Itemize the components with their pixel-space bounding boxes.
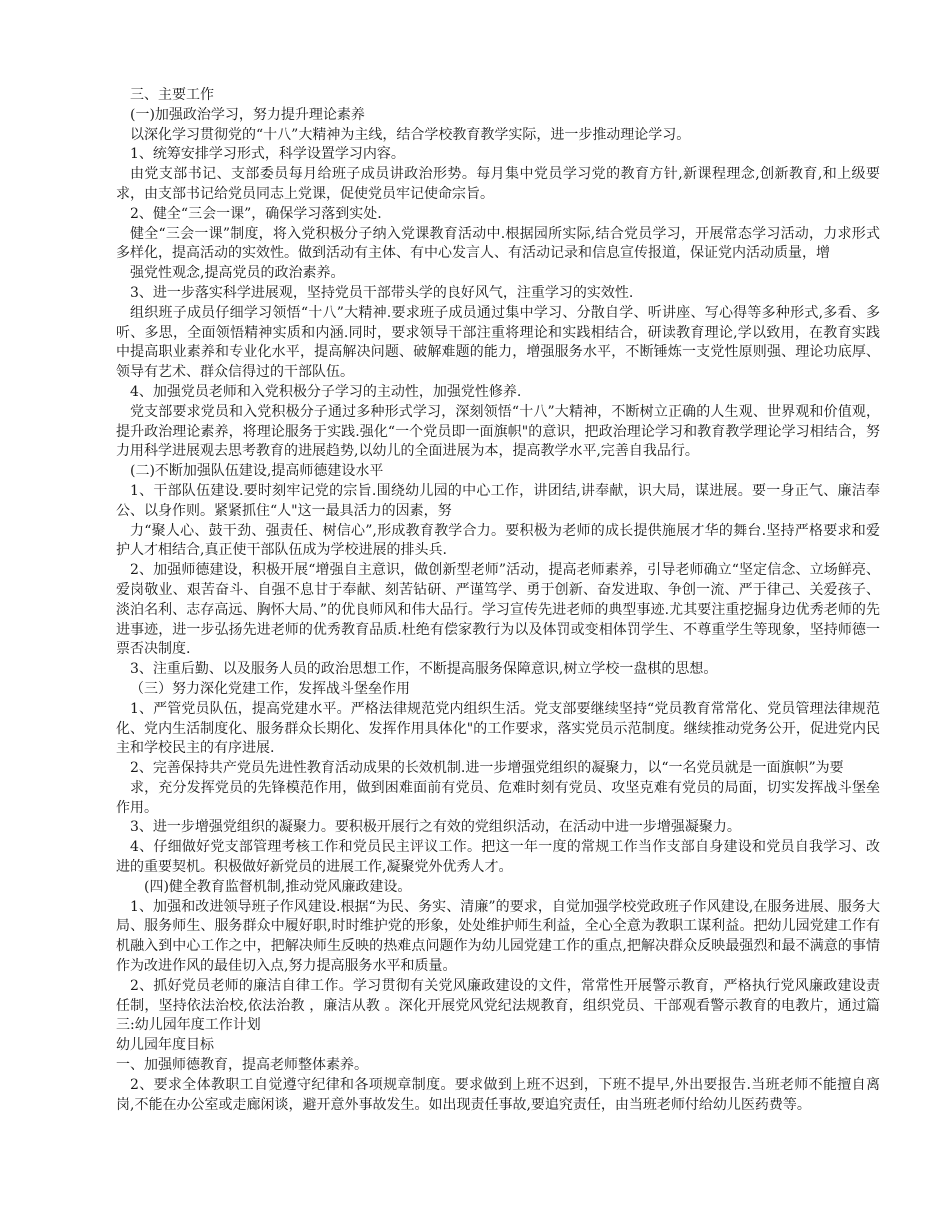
paragraph: 党支部要求党员和入党积极分子通过多种形式学习，深刻领悟“十八”大精神，不断树立正确的人生观、世界观和价值观，提升政治理论素养，将理论服务于实践.强化“一个党员即一面旗帜"的意识，把政治理论学习和教育教学理论学习相结合，努力用科学进展观去思考教育的进展趋势,以幼儿的全面进展为本，提高教学水平,完善自我品行。 bbox=[116, 403, 880, 460]
paragraph: 由党支部书记、支部委员每月给班子成员讲政治形势。每月集中党员学习党的教育方针,新课程理念,创新教育,和上级要求，由支部书记给党员同志上党课，促使党员牢记使命宗旨。 bbox=[116, 166, 880, 202]
paragraph: 一、加强师德教育，提高老师整体素养。 bbox=[116, 1057, 368, 1074]
paragraph: 强党性观念,提高党员的政治素养。 bbox=[130, 265, 345, 282]
paragraph: 以深化学习贯彻党的“十八”大精神为主线，结合学校教育教学实际，进一步推动理论学习。 bbox=[130, 126, 691, 143]
paragraph: 3、进一步落实科学进展观，坚持党员干部带头学的良好风气，注重学习的实效性. bbox=[130, 284, 634, 301]
paragraph: (四)健全教育监督机制,推动党风廉政建设。 bbox=[144, 878, 412, 895]
paragraph: 2、要求全体教职工自觉遵守纪律和各项规章制度。要求做到上班不迟到，下班不提早,外出要报告.当班老师不能擅自离岗,不能在办公室或走廊闲谈，避开意外事故发生。如出现责任事故,要追究责任，由当班老师付给幼儿医药费等。 bbox=[116, 1076, 880, 1113]
paragraph: 4、仔细做好党支部管理考核工作和党员民主评议工作。把这一年一度的常规工作当作支部自身建设和党员自我学习、改进的重要契机。积极做好新党员的进展工作,凝聚党外优秀人才。 bbox=[116, 839, 880, 876]
paragraph: 1、加强和改进领导班子作风建设.根据“为民、务实、清廉”的要求，自觉加强学校党政班子作风建设,在服务进展、服务大局、服务师生、服务群众中履好职,时时维护党的形象，处处维护师生利益，全心全意为教职工谋利益。把幼儿园党建工作有机融入到中心工作之中，把解决师生反映的热难点问题作为幼儿园党建工作的重点,把解决群众反映最强烈和最不满意的事情作为改进作风的最佳切入点,努力提高服务水平和质量。 bbox=[116, 898, 880, 975]
paragraph: 4、加强党员老师和入党积极分子学习的主动性，加强党性修养. bbox=[130, 383, 522, 400]
paragraph: 3、注重后勤、以及服务人员的政治思想工作，不断提高服务保障意识,树立学校一盘棋的思想。 bbox=[130, 661, 718, 678]
paragraph: 幼儿园年度目标 bbox=[116, 1037, 214, 1054]
paragraph: 求，充分发挥党员的先锋模范作用，做到困难面前有党员、危难时刻有党员、攻坚克难有党员的局面，切实发挥战斗堡垒作用。 bbox=[116, 779, 880, 816]
paragraph: 组织班子成员仔细学习领悟“十八”大精神.要求班子成员通过集中学习、分散自学、听讲座、写心得等多种形式,多看、多听、多思，全面领悟精神实质和内涵.同时，要求领导干部注重将理论和实践相结合，研读教育理论,学以致用，在教育实践中提高职业素养和专业化水平，提高解决问题、破解难题的能力，增强服务水平，不断锤炼一支党性原则强、理论功底厚、领导有艺术、群众信得过的干部队伍。 bbox=[116, 304, 880, 381]
paragraph: 2、健全“三会一课”，确保学习落到实处. bbox=[130, 205, 382, 222]
paragraph: 健全“三会一课”制度，将入党积极分子纳入党课教育活动中.根据园所实际,结合党员学习，开展常态学习活动，力求形式多样化，提高活动的实效性。做到活动有主体、有中心发言人、有活动记录和信息宣传报道，保证党内活动质量，增 bbox=[116, 225, 880, 262]
paragraph: （三）努力深化党建工作，发挥战斗堡垒作用 bbox=[130, 680, 410, 697]
paragraph: 力“聚人心、鼓干劲、强责任、树信心”,形成教育教学合力。要积极为老师的成长提供施展才华的舞台.坚持严格要求和爱护人才相结合,真正使干部队伍成为学校进展的排头兵. bbox=[116, 522, 880, 559]
paragraph: 2、完善保持共产党员先进性教育活动成果的长效机制.进一步增强党组织的凝聚力，以“一名党员就是一面旗帜”为要 bbox=[130, 760, 844, 777]
paragraph: 三、主要工作 bbox=[130, 87, 214, 103]
paragraph: (二)不断加强队伍建设,提高师德建设水平 bbox=[130, 463, 384, 480]
paragraph: 1、统筹安排学习形式，科学设置学习内容。 bbox=[130, 146, 405, 163]
paragraph: 2、抓好党员老师的廉洁自律工作。学习贯彻有关党风廉政建设的文件，常常性开展警示教育，严格执行党风廉政建设责任制，坚持依法治校,依法治教 ，廉洁从教 。深化开展党风党纪法规教育，组织党员、干部观看警示教育的电教片，通过篇三:幼儿园年度工作计划 bbox=[116, 977, 880, 1034]
paragraph: 1、严管党员队伍，提高党建水平。严格法律规范党内组织生活。党支部要继续坚持“党员教育常常化、党员管理法律规范化、党内生活制度化、服务群众长期化、发挥作用具体化"的工作要求，落实党员示范制度。继续推动党务公开，促进党内民主和学校民主的有序进展. bbox=[116, 700, 880, 757]
paragraph: (一)加强政治学习，努力提升理论素养 bbox=[130, 106, 365, 123]
paragraph: 1、干部队伍建设.要时刻牢记党的宗旨.围绕幼儿园的中心工作，讲团结,讲奉献，识大局，谋进展。要一身正气、廉洁奉公、以身作则。紧紧抓住“人"这一最具活力的因素，努 bbox=[116, 482, 880, 519]
paragraph: 3、进一步增强党组织的凝聚力。要积极开展行之有效的党组织活动，在活动中进一步增强凝聚力。 bbox=[130, 819, 741, 836]
paragraph: 2、加强师德建设，积极开展“增强自主意识，做创新型老师”活动，提高老师素养，引导老师确立“坚定信念、立场鲜亮、爱岗敬业、艰苦奋斗、自强不息甘于奉献、刻苦钻研、严谨笃学、勇于创新、奋发进取、争创一流、严于律己、关爱孩子、淡泊名利、志存高远、胸怀大局、”的优良师风和伟大品行。学习宣传先进老师的典型事迹.尤其要注重挖掘身边优秀老师的先进事迹，进一步弘扬先进老师的优秀教育品质.杜绝有偿家教行为以及体罚或变相体罚学生、不尊重学生等现象，坚持师德一票否决制度. bbox=[116, 562, 880, 658]
